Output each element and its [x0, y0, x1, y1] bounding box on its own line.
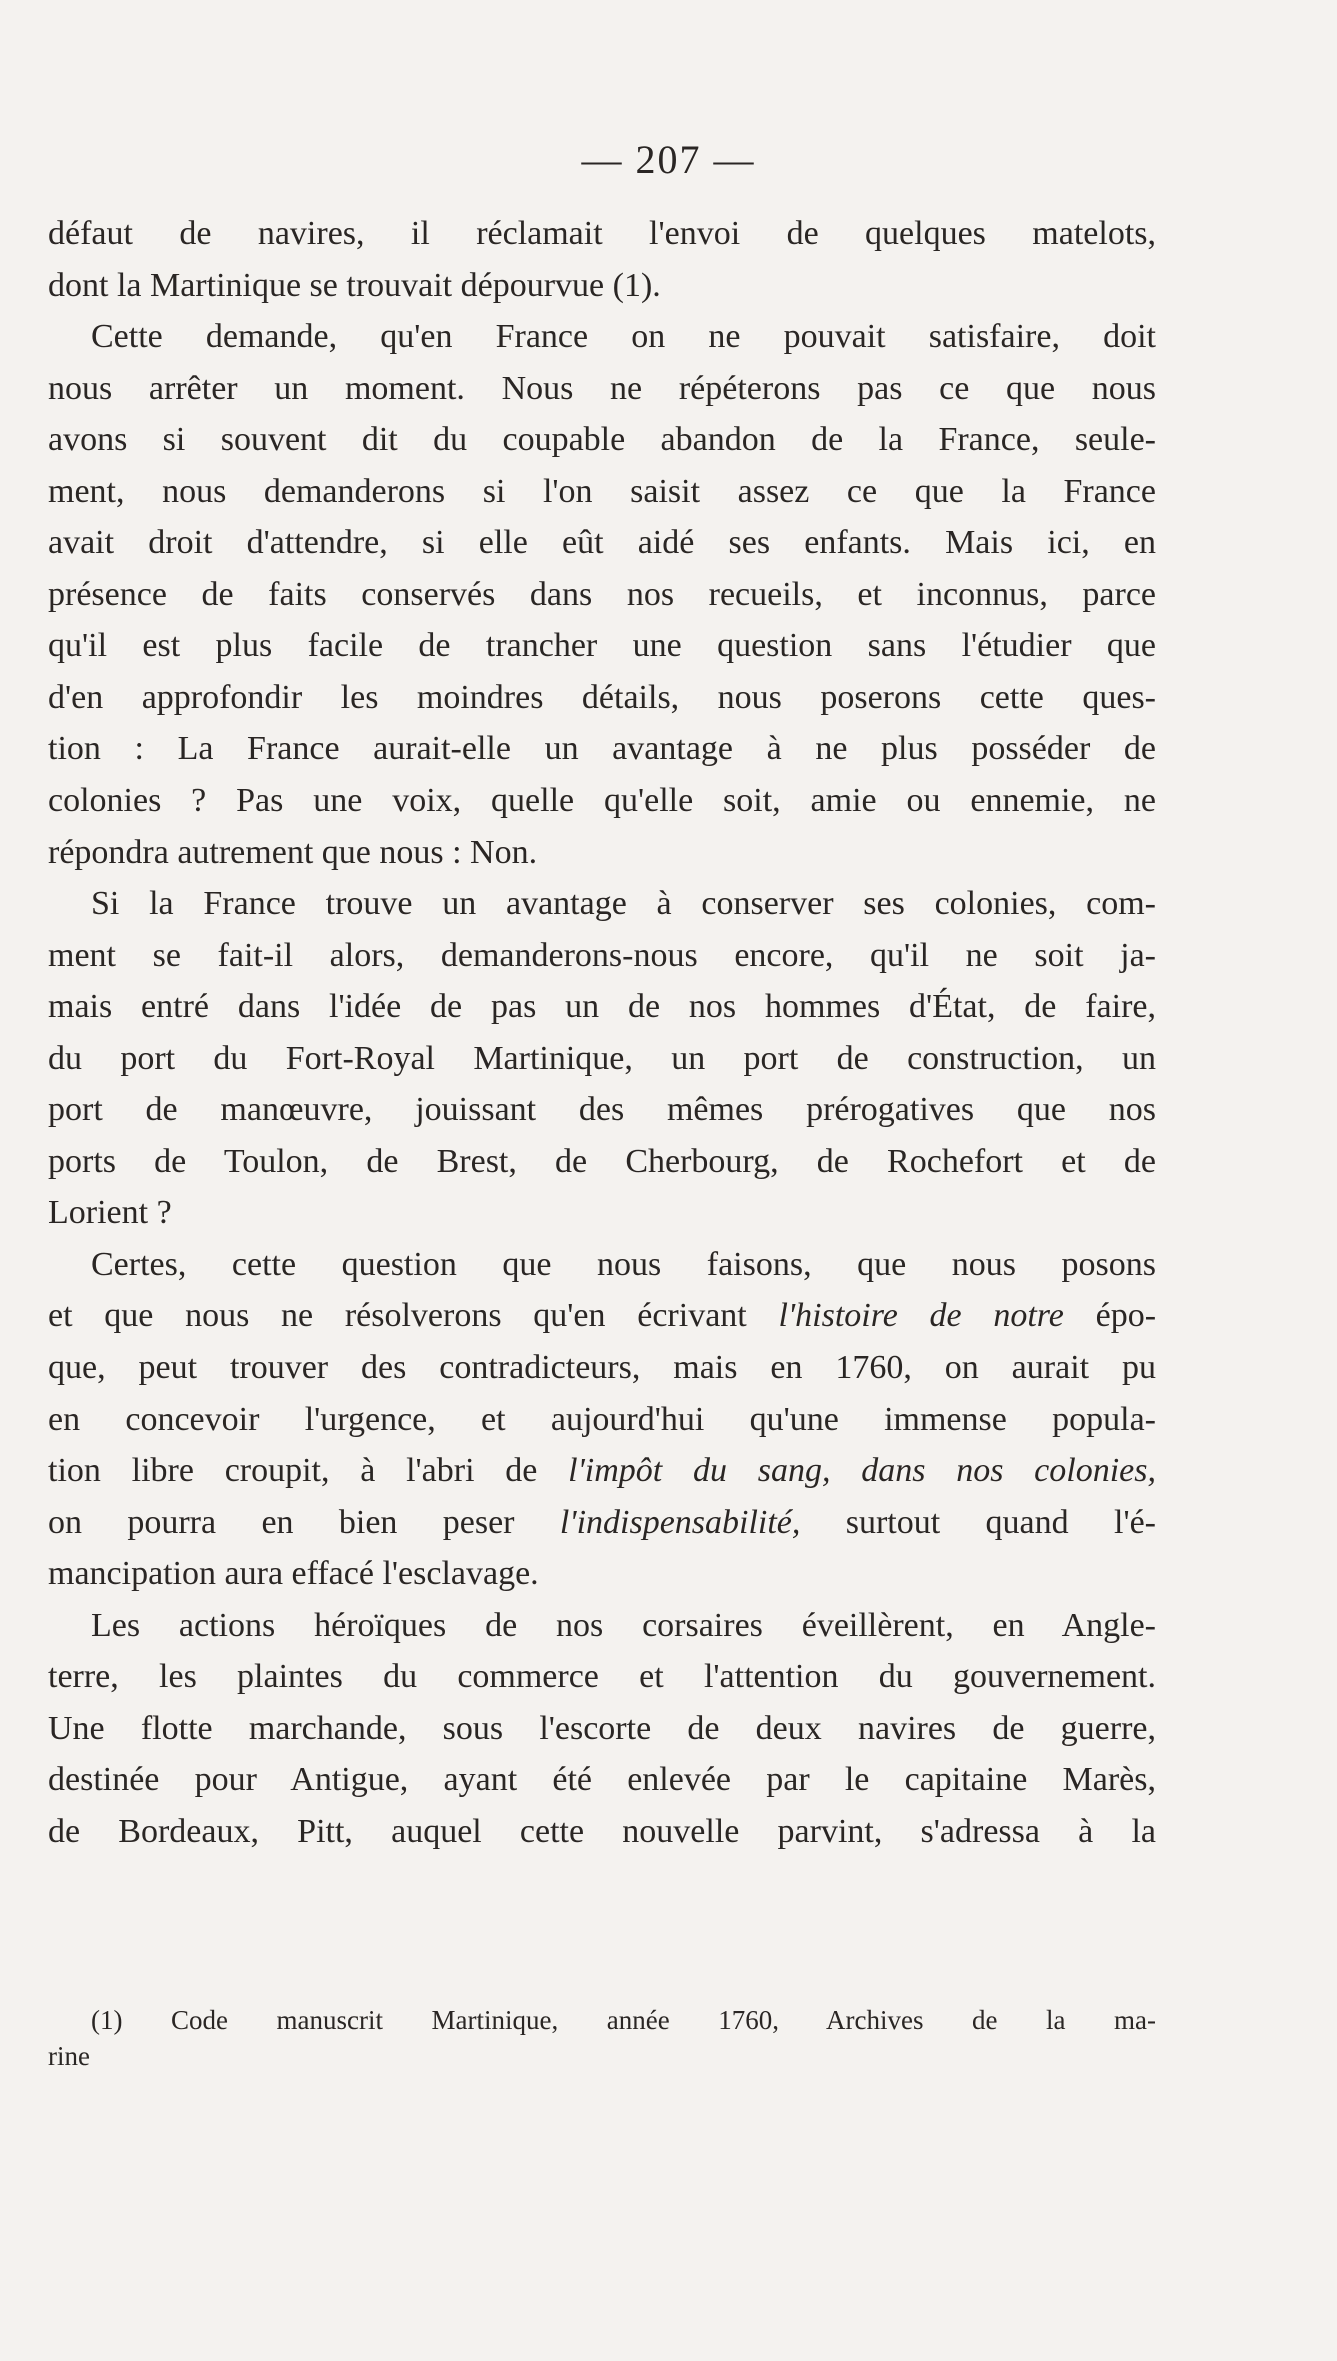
text-run: on pourra en bien peser: [48, 1503, 560, 1541]
text-line: défaut de navires, il réclamait l'envoi de quelques matelots,: [48, 215, 1156, 252]
text-line: présence de faits conservés dans nos recueils, et inconnus, parce: [48, 575, 1156, 613]
footnote-line: (1) Code manuscrit Martinique, année 1760, Archives de la ma-: [91, 2005, 1156, 2035]
text-run: épo-: [1063, 1297, 1156, 1335]
text-line: avons si souvent dit du coupable abandon de la France, seule-: [48, 421, 1156, 459]
italic-text: l'impôt du sang, dans nos colonies,: [568, 1452, 1156, 1490]
text-line: nous arrêter un moment. Nous ne répéterons pas ce que nous: [48, 369, 1156, 407]
text-line: mancipation aura effacé l'esclavage.: [48, 1555, 539, 1593]
text-run: surtout quand l'é-: [800, 1503, 1156, 1541]
text-line: mais entré dans l'idée de pas un de nos hommes d'État, de faire,: [48, 988, 1156, 1026]
text-line: Cette demande, qu'en France on ne pouvait satisfaire, doit: [91, 318, 1156, 356]
text-line: dont la Martinique se trouvait dépourvue (1).: [48, 266, 661, 304]
text-line: Les actions héroïques de nos corsaires éveillèrent, en Angle-: [91, 1606, 1156, 1644]
text-line: ment, nous demanderons si l'on saisit assez ce que la France: [48, 472, 1156, 510]
body-text: [48, 208, 1156, 1858]
footnote-line: rine: [48, 2041, 90, 2071]
text-line: Une flotte marchande, sous l'escorte de deux navires de guerre,: [48, 1709, 1156, 1747]
text-line: de Bordeaux, Pitt, auquel cette nouvelle parvint, s'adressa à la: [48, 1812, 1156, 1850]
italic-text: l'histoire de notre: [778, 1297, 1064, 1335]
text-run: tion libre croupit, à l'abri de: [48, 1452, 569, 1490]
text-run: et que nous ne résolverons qu'en écrivant: [48, 1297, 779, 1335]
text-line: en concevoir l'urgence, et aujourd'hui qu'une immense popula-: [48, 1400, 1156, 1438]
text-line: Lorient ?: [48, 1194, 172, 1232]
text-line: port de manœuvre, jouissant des mêmes prérogatives que nos: [48, 1091, 1156, 1129]
text-line: d'en approfondir les moindres détails, nous poserons cette ques-: [48, 678, 1156, 716]
text-line: [48, 1445, 1156, 1497]
text-line: Si la France trouve un avantage à conserver ses colonies, com-: [91, 885, 1156, 923]
footnote: [48, 2002, 1156, 2074]
text-line: [48, 1497, 1156, 1549]
text-line: que, peut trouver des contradicteurs, mais en 1760, on aurait pu: [48, 1349, 1156, 1387]
text-line: répondra autrement que nous : Non.: [48, 833, 538, 871]
text-line: tion : La France aurait-elle un avantage à ne plus posséder de: [48, 730, 1156, 768]
text-line: terre, les plaintes du commerce et l'attention du gouvernement.: [48, 1658, 1156, 1696]
italic-text: l'indispensabilité,: [559, 1503, 801, 1541]
text-line: ment se fait-il alors, demanderons-nous encore, qu'il ne soit ja-: [48, 936, 1156, 974]
text-line: qu'il est plus facile de trancher une question sans l'étudier que: [48, 627, 1156, 665]
page-number: — 207 —: [581, 137, 756, 182]
text-line: colonies ? Pas une voix, quelle qu'elle soit, amie ou ennemie, ne: [48, 782, 1156, 820]
text-line: du port du Fort-Royal Martinique, un port de construction, un: [48, 1039, 1156, 1077]
text-line: avait droit d'attendre, si elle eût aidé ses enfants. Mais ici, en: [48, 524, 1156, 562]
text-line: destinée pour Antigue, ayant été enlevée par le capitaine Marès,: [48, 1761, 1156, 1799]
text-line: ports de Toulon, de Brest, de Cherbourg, de Rochefort et de: [48, 1142, 1156, 1180]
text-line: Certes, cette question que nous faisons, que nous posons: [91, 1245, 1156, 1283]
text-line: [48, 1290, 1156, 1342]
